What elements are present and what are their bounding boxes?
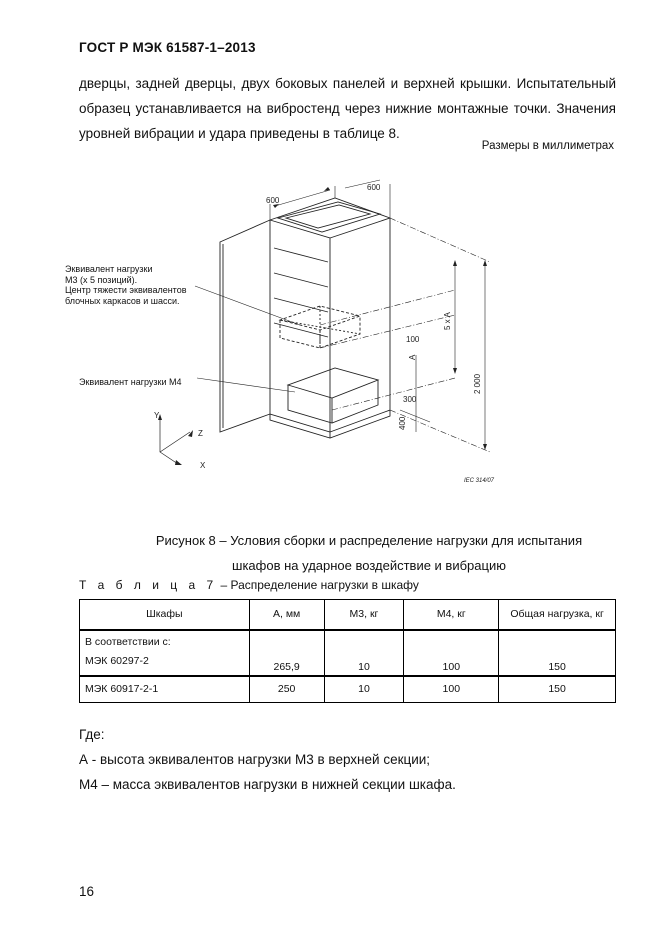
iec-ref: IEC 314/07 [464, 478, 495, 484]
dim-600-front: 600 [266, 196, 280, 205]
m4-load-box [288, 368, 378, 398]
intro-line: уровней вибрации и удара приведены в таблице 8. [79, 126, 400, 141]
axis-x-label: X [200, 461, 206, 470]
row-a: 250 [249, 676, 324, 702]
row-m4: 100 [404, 630, 499, 676]
row-m4: 100 [404, 676, 499, 702]
header-m3: М3, кг [324, 600, 404, 631]
row-total: 150 [499, 676, 616, 702]
axis-z-label: Z [198, 429, 203, 438]
table-title [79, 578, 419, 592]
header-m4: М4, кг [404, 600, 499, 631]
label-m3: Эквивалент нагрузки М3 (x 5 позиций). Центр тяжести эквивалентов блочных каркасов и шасси. [65, 264, 187, 306]
row-a: 265,9 [249, 630, 324, 676]
table-title-text: – Распределение нагрузки в шкафу [217, 578, 419, 592]
intro-paragraph [79, 71, 616, 146]
notes-where: Где: [79, 727, 105, 742]
figure-caption-line1: Рисунок 8 – Условия сборки и распределение нагрузки для испытания [155, 533, 583, 548]
intro-line: дверцы, задней дверцы, двух боковых панелей и верхней крышки. Испытательный [79, 76, 616, 91]
dim-600-top: 600 [367, 183, 381, 192]
table-title-label: Т а б л и ц а 7 [79, 578, 218, 592]
dim-300: 300 [403, 395, 417, 404]
document-header: ГОСТ Р МЭК 61587-1–2013 [79, 40, 256, 55]
row-name: МЭК 60917-2-1 [80, 676, 250, 702]
label-m4: Эквивалент нагрузки М4 [79, 377, 182, 387]
cabinet-door [220, 220, 270, 432]
row-m3: 10 [324, 676, 404, 702]
page-number: 16 [79, 884, 95, 899]
dim-a: A [408, 354, 417, 360]
notes-a-definition: А - высота эквивалентов нагрузки М3 в верхней секции; [79, 752, 431, 767]
dim-2000: 2 000 [473, 373, 482, 394]
dim-100: 100 [406, 335, 420, 344]
table-row [80, 630, 616, 676]
row-m3: 10 [324, 630, 404, 676]
intro-line: образец устанавливается на вибростенд через нижние монтажные точки. Значения [79, 101, 616, 116]
table-row [80, 676, 616, 702]
axis-y-label: Y [154, 411, 160, 420]
notes-m4-definition: М4 – масса эквивалентов нагрузки в нижней секции шкафа. [79, 777, 456, 792]
dim-5xa: 5 x A [443, 312, 452, 330]
cabinet-front-face [270, 220, 330, 432]
row-total: 150 [499, 630, 616, 676]
header-total: Общая нагрузка, кг [499, 600, 616, 631]
figure-caption-line2: шкафов на ударное воздействие и вибрацию [232, 558, 506, 573]
notes-block [79, 722, 456, 797]
header-a: А, мм [249, 600, 324, 631]
dim-400: 400 [398, 416, 407, 430]
row-name: В соответствии с: МЭК 60297-2 [80, 630, 250, 676]
units-note: Размеры в миллиметрах [481, 140, 614, 152]
load-distribution-table [79, 599, 616, 703]
table-header-row [80, 600, 616, 631]
cabinet-figure [60, 170, 520, 500]
header-cabinets: Шкафы [80, 600, 250, 631]
